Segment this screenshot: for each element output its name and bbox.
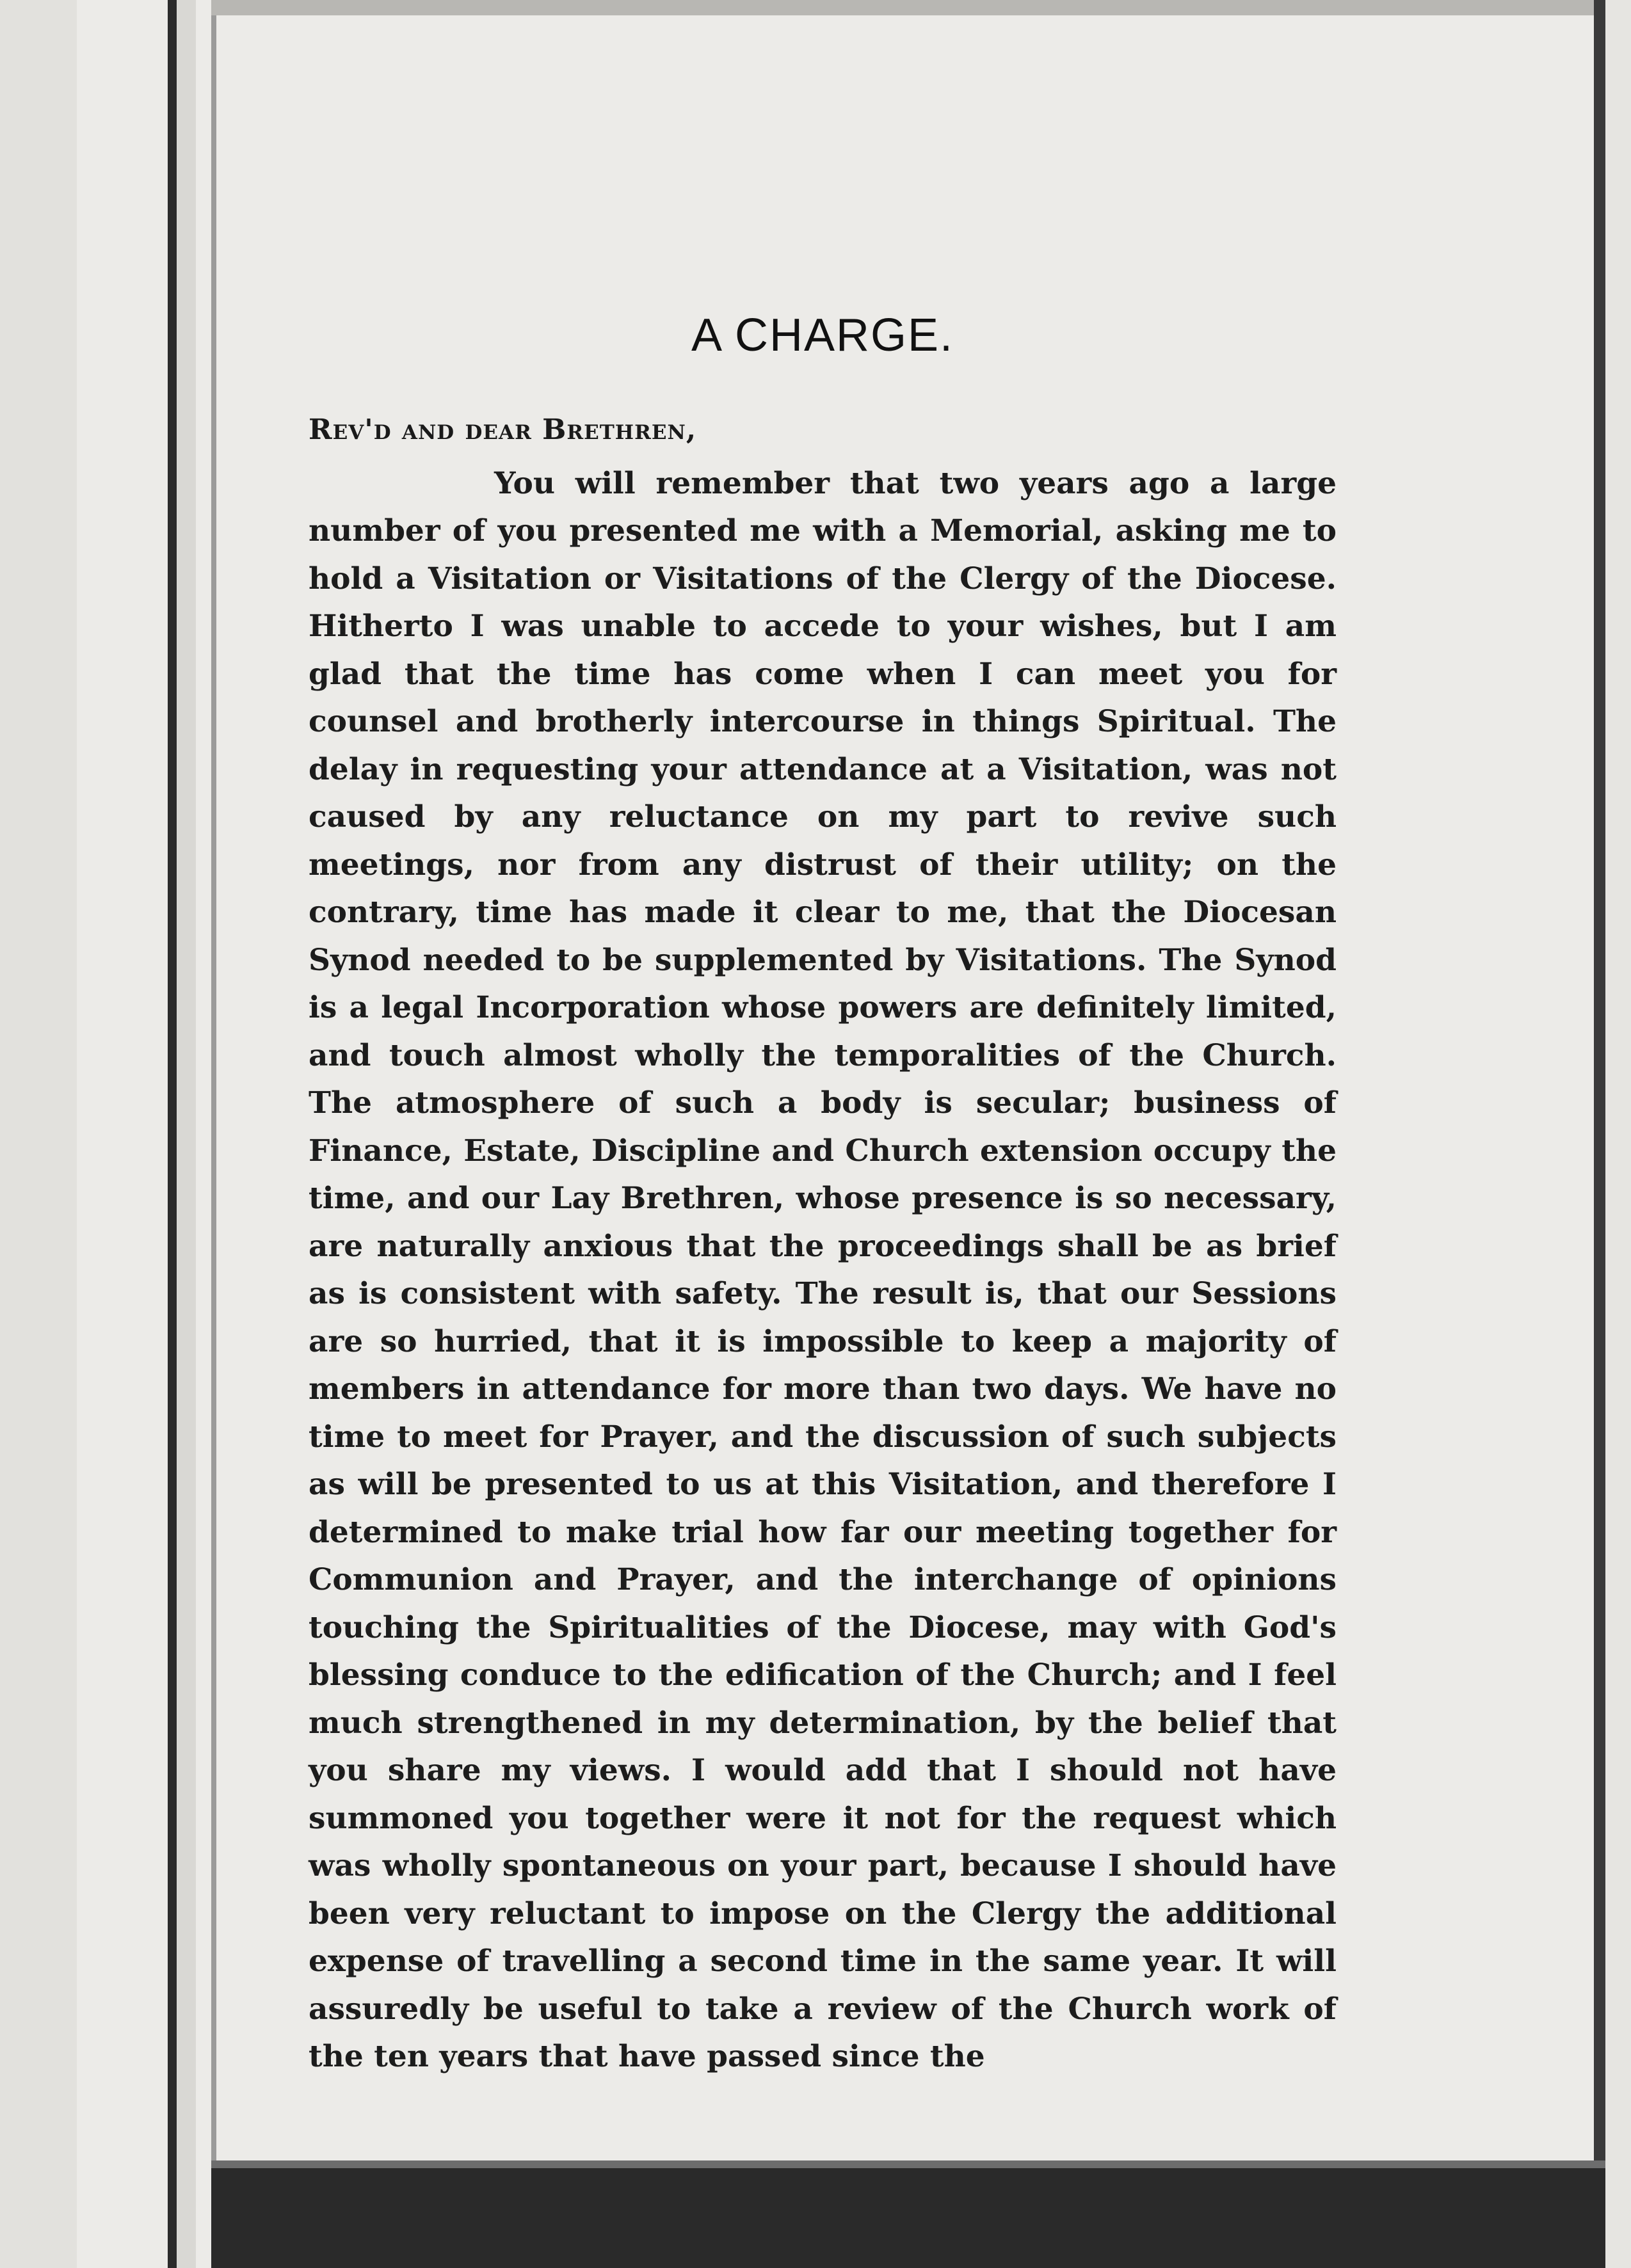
page-top-edge: [211, 0, 1594, 15]
body-paragraph: You will remember that two years ago a large number of you presented me with a Memorial, asking me to hold a Visitation or Visitations of the Clergy of the Diocese. Hitherto I was unable to accede to your wishes, but I am glad that the time has come when I can meet you for counsel and brotherly intercourse in things Spiritual. The delay in requesting your attendance at a Visitation, was not caused by any reluctance on my part to revive such meetings, nor from any distrust of their utility; on the contrary, time has made it clear to me, that the Diocesan Synod needed to be supplemented by Visitations. The Synod is a legal Incorporation whose powers are definitely limited, and touch almost wholly the temporalities of the Church. The atmosphere of such a body is secular; business of Finance, Estate, Discipline and Church extension occupy the time, and our Lay Brethren, whose presence is so necessary, are naturally anxious that the proceedings shall be as brief as is consistent with safety. The result is, that our Sessions are so hurried, that it is impossible to keep a majority of members in attendance for more than two days. We have no time to meet for Prayer, and the discussion of such subjects as will be presented to us at this Visitation, and therefore I determined to make trial how far our meeting together for Communion and Prayer, and the interchange of opinions touching the Spiritualities of the Diocese, may with God's blessing conduce to the edification of the Church; and I feel much strengthened in my determination, by the belief that you share my views. I would add that I should not have summoned you together were it not for the request which was wholly spontaneous on your part, because I should have been very reluctant to impose on the Clergy the additional expense of travelling a second time in the same year. It will assuredly be useful to take a review of the Church work of the ten years that have passed since the: [309, 465, 1337, 2075]
page-title: A CHARGE.: [691, 310, 954, 361]
binding-edge-line: [168, 0, 177, 2268]
page-right-edge: [1594, 0, 1605, 2268]
page-bottom-edge: [211, 2168, 1605, 2268]
salutation: Rev'd and dear Brethren,: [309, 413, 697, 446]
page-bottom-highlight: [211, 2160, 1605, 2168]
binding-shadow: [177, 0, 196, 2268]
binding-margin: [0, 0, 77, 2268]
page-content: [309, 312, 1337, 2081]
page-leaf-edge: [211, 0, 216, 2268]
scan-background-right: [1605, 0, 1631, 2268]
